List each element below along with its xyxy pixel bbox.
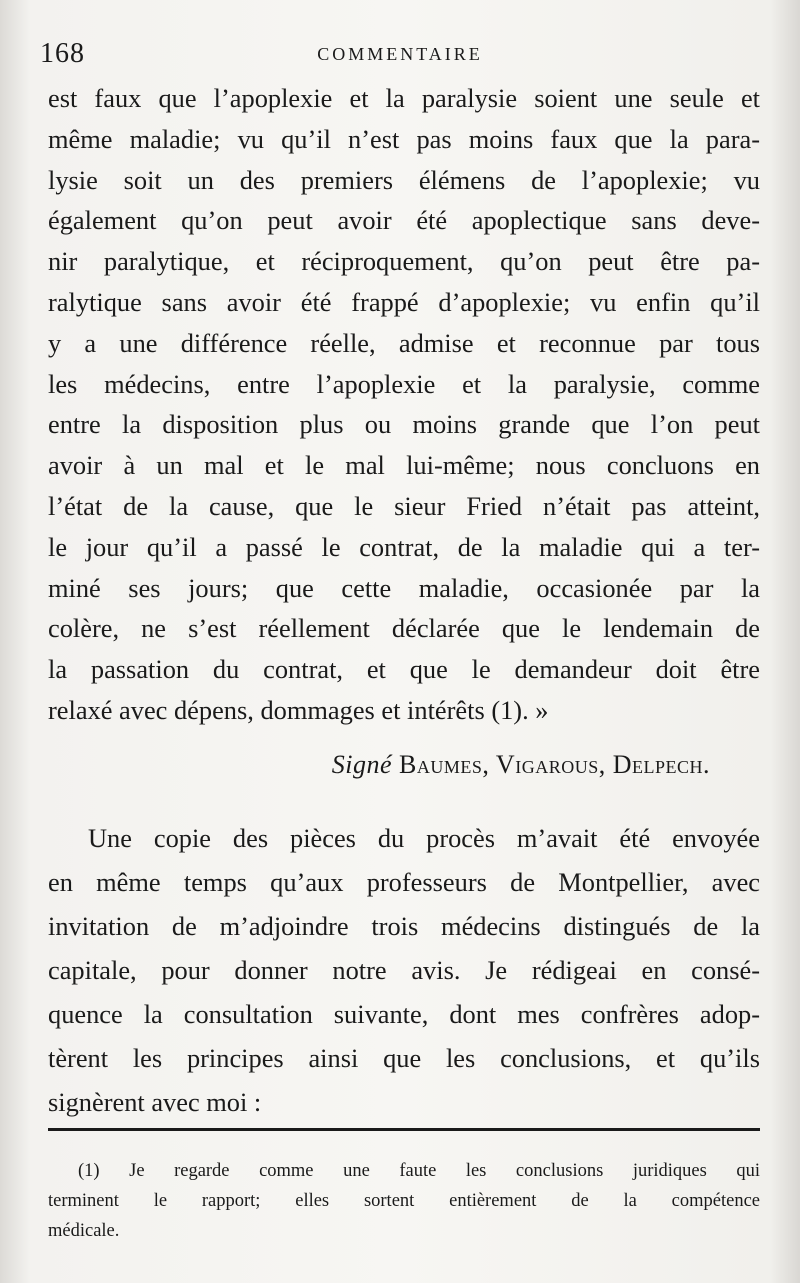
text-line: Une copie des pièces du procès m’avait été envoyée [88,823,760,853]
text-line: avoir à un mal et le mal lui-même; nous concluons en [48,450,760,481]
signatory-names: Baumes, Vigarous, Delpech. [399,750,710,779]
footnote-divider [48,1128,760,1131]
running-head: COMMENTAIRE [317,44,483,64]
text-line: la passation du contrat, et que le demandeur doit être [48,654,760,685]
signature-line [332,750,710,780]
footnote-line: (1) Je regarde comme une faute les conclusions juridiques qui [78,1161,760,1181]
text-line: nir paralytique, et réciproquement, qu’on peut être pa- [48,246,760,277]
text-line: quence la consultation suivante, dont mes confrères adop- [48,999,760,1029]
footnote [48,1156,760,1246]
text-line: y a une différence réelle, admise et reconnue par tous [48,327,760,358]
text-line: miné ses jours; que cette maladie, occasionée par la [48,572,760,603]
signed-word: Signé [331,750,393,779]
text-line: en même temps qu’aux professeurs de Montpellier, avec [48,867,760,897]
text-line: entre la disposition plus ou moins grande que l’on peut [48,409,760,440]
paragraph-1 [48,78,760,731]
page-header [40,30,760,80]
text-line: est faux que l’apoplexie et la paralysie soient une seule et [48,83,760,113]
page-number: 168 [40,38,85,69]
text-line: relaxé avec dépens, dommages et intérêts (1). » [48,694,549,725]
paragraph-2 [48,816,760,1124]
text-line: capitale, pour donner notre avis. Je rédigeai en consé- [48,955,760,985]
text-line: invitation de m’adjoindre trois médecins distingués de la [48,911,760,941]
text-line: lysie soit un des premiers élémens de l’apoplexie; vu [48,164,760,195]
footnote-line: terminent le rapport; elles sortent entièrement de la compétence [48,1191,760,1211]
text-line: tèrent les principes ainsi que les conclusions, et qu’ils [48,1043,760,1073]
text-line: même maladie; vu qu’il n’est pas moins faux que la para- [48,123,760,154]
text-line: ralytique sans avoir été frappé d’apoplexie; vu enfin qu’il [48,286,760,317]
text-line: les médecins, entre l’apoplexie et la paralysie, comme [48,368,760,399]
text-line: également qu’on peut avoir été apoplectique sans deve- [48,205,760,236]
text-line: l’état de la cause, que le sieur Fried n’était pas atteint, [48,490,760,521]
text-line: le jour qu’il a passé le contrat, de la maladie qui a ter- [48,531,760,562]
text-line: colère, ne s’est réellement déclarée que le lendemain de [48,613,760,644]
footnote-line: médicale. [48,1221,120,1241]
text-line: signèrent avec moi : [48,1087,262,1117]
